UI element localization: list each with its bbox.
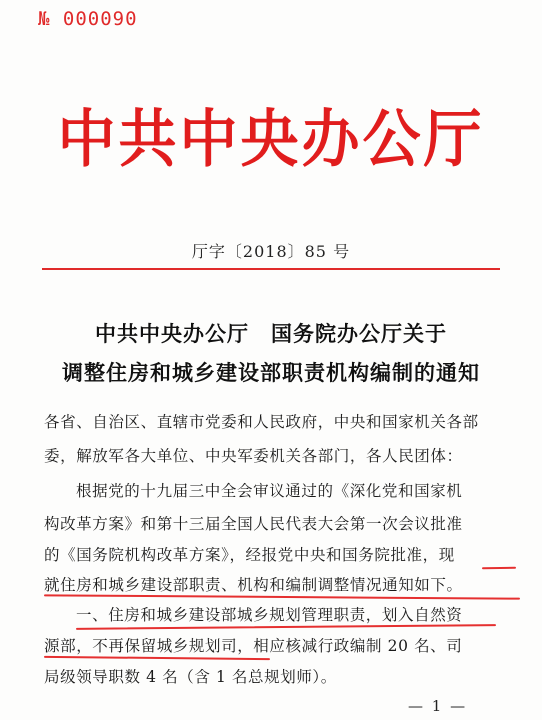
serial-number: № 000090 [38,8,138,30]
red-separator-line [42,268,500,270]
red-underline-mark [482,567,516,570]
document-title-line-1: 中共中央办公厅 国务院办公厅关于 [95,322,447,346]
red-underline-mark [76,624,496,630]
body-line: 构改革方案》和第十三届全国人民代表大会第一次会议批准 [44,515,463,533]
document-number: 厅字〔2018〕85 号 [191,242,351,261]
body-line: 根据党的十九届三中全会审议通过的《深化党和国家机 [76,482,463,500]
body-line: 的《国务院机构改革方案》，经报党中央和国务院批准，现 [44,546,455,564]
body-line: 各省、自治区、直辖市党委和人民政府，中央和国家机关各部 [44,413,479,431]
red-underline-mark [44,594,520,599]
body-line: 局级领导职数 4 名（含 1 名总规划师）。 [44,668,337,686]
body-line: 源部，不再保留城乡规划司，相应核减行政编制 20 名、司 [44,637,463,655]
document-title-line-2: 调整住房和城乡建设部职责机构编制的通知 [62,361,480,385]
body-line: 就住房和城乡建设部职责、机构和编制调整情况通知如下。 [44,576,463,594]
issuer-masthead: 中共中央办公厅 [57,102,485,176]
page-number: — 1 — [408,697,468,715]
red-underline-mark [44,656,270,660]
body-line: 委，解放军各大单位、中央军委机关各部门，各人民团体： [44,447,463,465]
body-line: 一、住房和城乡建设部城乡规划管理职责，划入自然资 [76,606,463,624]
